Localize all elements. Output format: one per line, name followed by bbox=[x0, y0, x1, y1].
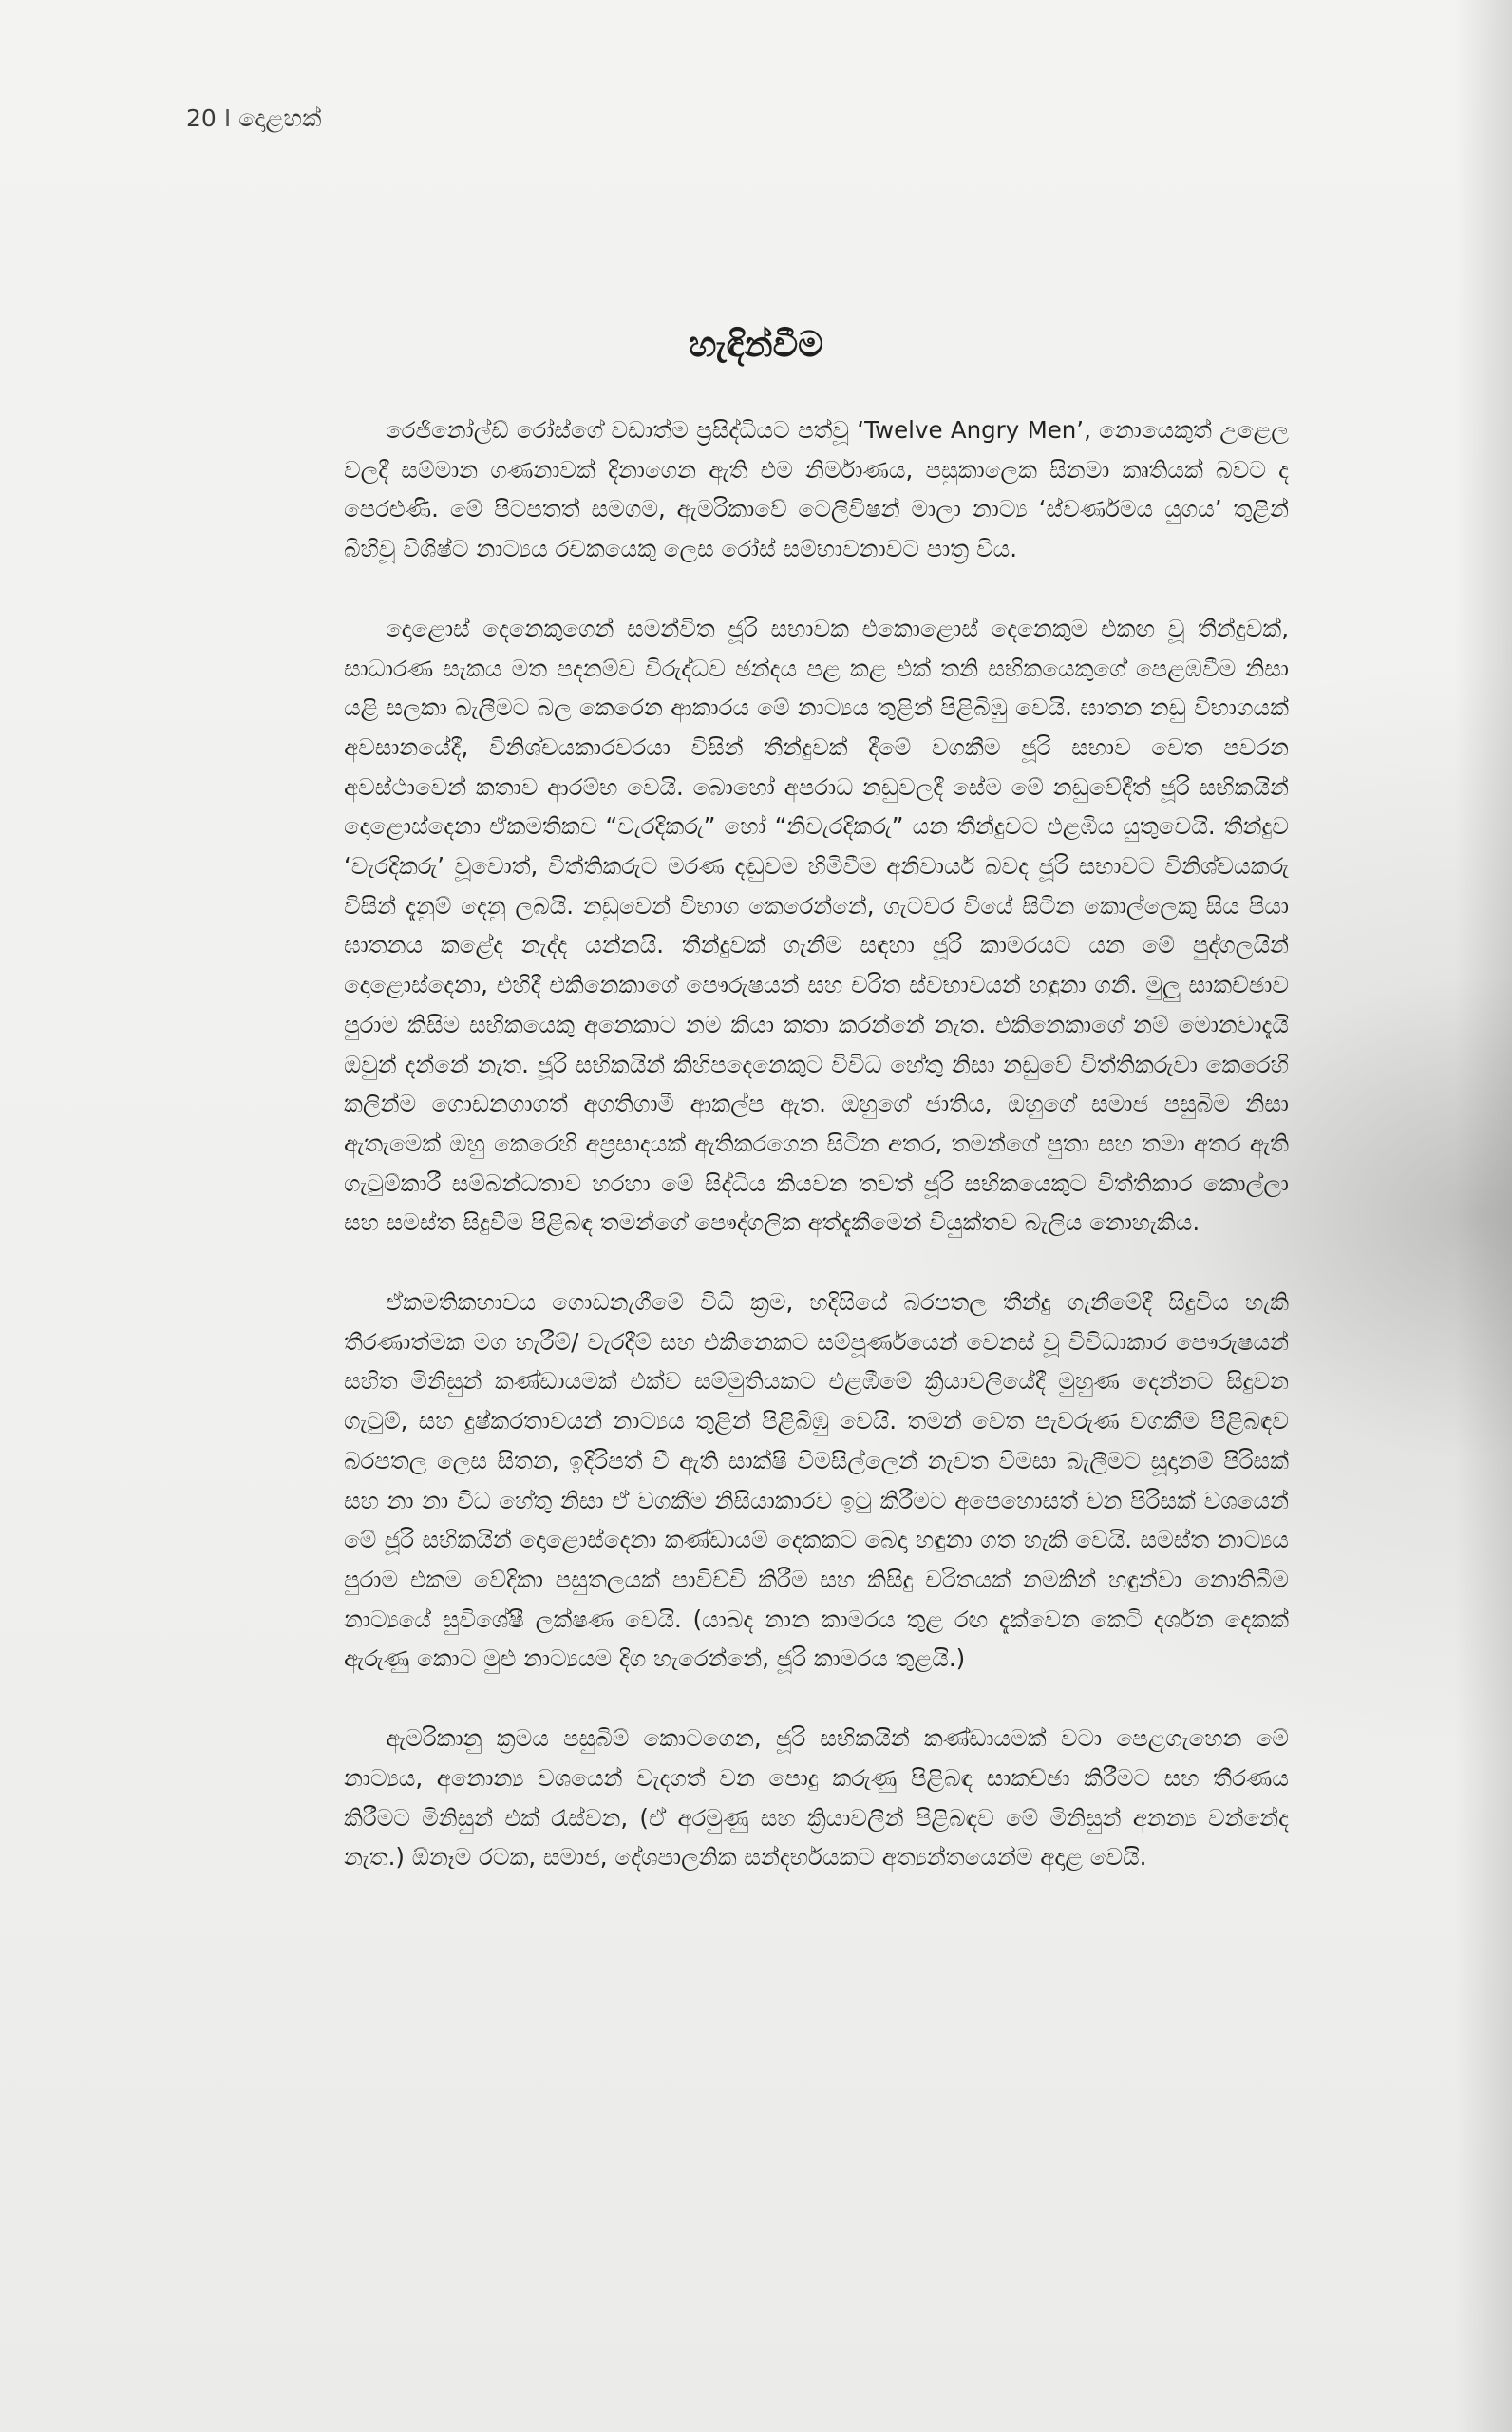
paragraph-2: දොළොස් දෙනෙකුගෙන් සමන්විත ජූරි සභාවක එකොළොස් දෙනෙකුම එකඟ වූ තීන්දුවක්, සාධාරණ සැකය මත පදනම්ව විරුද්ධව ඡන්දය පළ කළ එක් තනි සභිකයෙකුගේ පෙළඹවීම නිසා යළි සලකා බැලීමට බල කෙරෙන ආකාරය මේ නාට්‍යය තුළින් පිළිබිඹු වෙයි. ඝාතන නඩු විභාගයක් අවසානයේදී, විනිශ්චයකාරවරයා විසින් තීන්දුවක් දීමේ වගකීම ජූරි සභාව වෙත පවරන අවස්ථාවෙන් කතාව ආරම්භ වෙයි. බොහෝ අපරාධ නඩුවලදී සේම මේ නඩුවේදීත් ජූරි සභිකයින් දොළොස්දෙනා ඒකමතිකව “වැරදිකරු” හෝ “නිවැරදිකරු” යන තීන්දුවට එළඹිය යුතුවෙයි. තීන්දුව ‘වැරදිකරු’ වූවොත්, විත්තිකරුට මරණ දඬුවම හිමිවීම අනිවාර්ය බවද ජූරි සභාවට විනිශ්චයකරු විසින් දැනුම් දෙනු ලබයි. නඩුවෙන් විභාග කෙරෙන්නේ, ගැටවර වියේ සිටින කොල්ලෙකු සිය පියා ඝාතනය කළේද නැද්ද යන්නයි. තීන්දුවක් ගැනීම සඳහා ජූරි කාමරයට යන මේ පුද්ගලයින් දොළොස්දෙනා, එහිදී එකිනෙකාගේ පෞරුෂයන් සහ චරිත ස්වභාවයන් හඳුනා ගනී. මුලු සාකච්ඡාව පුරාම කිසිම සභිකයෙකු අනෙකාට නම කියා කතා කරන්නේ නැත. එකිනෙකාගේ නම් මොනවාදැයි ඔවුන් දන්නේ නැත. ජූරි සභිකයින් කිහිපදෙනෙකුට විවිධ හේතු නිසා නඩුවේ විත්තිකරුවා කෙරෙහි කලින්ම ගොඩනගාගත් අගතිගාමී ආකල්ප ඇත. ඔහුගේ ජාතිය, ඔහුගේ සමාජ පසුබිම නිසා ඇතැමෙක් ඔහු කෙරෙහි අප්‍රසාදයක් ඇතිකරගෙන සිටින අතර, තමන්ගේ පුතා සහ තමා අතර ඇති ගැටුම්කාරී සම්බන්ධතාව හරහා මේ සිද්ධිය කියවන තවත් ජූරි සභිකයෙකුට විත්තිකාර කොල්ලා සහ සමස්ත සිදුවීම පිළිබඳ තමන්ගේ පෞද්ගලික අත්දැකීමෙන් වියුක්තව බැලිය නොහැකිය. bbox=[344, 614, 1289, 1237]
paragraph-1: රෙජිනෝල්ඩ් රෝස්ගේ වඩාත්ම ප්‍රසිද්ධියට පත්වූ ‘Twelve Angry Men’, නොයෙකුත් උළෙල වලදී සම්මාන ගණනාවක් දිනාගෙන ඇති එම නිර්මාණය, පසුකාලෙක සිනමා කෘතියක් බවට ද පෙරළුණි. මේ පිටපතත් සමගම, ඇමරිකාවේ ටෙලිවිෂන් මාලා නාට්‍ය ‘ස්වර්ණමය යුගය’ තුළින් බිහිවූ විශිෂ්ට නාට්‍යය රචකයෙකු ලෙස රෝස් සම්භාවනාවට පාත්‍ර විය. bbox=[344, 416, 1289, 563]
paragraph-3: ඒකමතිකභාවය ගොඩනැගීමේ විධි ක්‍රම, හදිසියේ බරපතල තීන්දු ගැනීමේදී සිදුවිය හැකි තීරණාත්මක මග හැරීම්/ වැරදීම් සහ එකිනෙකට සම්පූර්ණයෙන් වෙනස් වූ විවිධාකාර පෞරුෂයන් සහිත මිනිසුන් කණ්ඩායමක් එක්ව සම්මුතියකට එළඹීමේ ක්‍රියාවලියේදී මුහුණ දෙන්නට සිදුවන ගැටුම්, සහ දුෂ්කරතාවයන් නාට්‍යය තුළින් පිළිබිඹු වෙයි. තමන් වෙත පැවරුණ වගකීම පිළිබඳව බරපතල ලෙස සිතන, ඉදිරිපත් වී ඇති සාක්ෂි විමසිල්ලෙන් නැවත විමසා බැලීමට සූදානම් පිරිසක් සහ නා නා විධ හේතු නිසා ඒ වගකීම නිසියාකාරව ඉටු කිරීමට අපෙහොසත් වන පිරිසක් වශයෙන් මේ ජූරි සභිකයින් දොළොස්දෙනා කණ්ඩායම් දෙකකට බෙදා හඳුනා ගත හැකි වෙයි. සමස්ත නාට්‍යය පුරාම එකම වේදිකා පසුතලයක් පාවිච්චි කිරීම සහ කිසිදු චරිතයක් නමකින් හඳුන්වා නොතිබීම නාට්‍යයේ සුවිශේෂී ලක්ෂණ වෙයි. (යාබද නාන කාමරය තුළ රඟ දැක්වෙන කෙටි දර්ශන දෙකක් ඇරුණු කොට මුළු නාට්‍යයම දිග හැරෙන්නේ, ජූරි කාමරය තුළයි.) bbox=[344, 1288, 1289, 1673]
header-separator: I bbox=[223, 104, 232, 132]
running-header bbox=[186, 103, 321, 135]
page-number: 20 bbox=[186, 104, 217, 132]
book-title: දොළහක් bbox=[238, 104, 322, 132]
paragraph-4: ඇමරිකානු ක්‍රමය පසුබිම් කොටගෙන, ජූරි සභිකයින් කණ්ඩායමක් වටා පෙළගැහෙන මේ නාට්‍යය, අනොන්‍ය වශයෙන් වැදගත් වන පොදු කරුණු පිළිබඳ සාකච්ඡා කිරීමට සහ තීරණය කිරීමට මිනිසුන් එක් රැස්වන, (ඒ අරමුණු සහ ක්‍රියාවලීන් පිළිබඳව මේ මිනිසුන් අනන්‍ය වන්නේද නැත.) ඕනෑම රටක, සමාජ, දේශපාලනික සන්දර්භයකට අත්‍යන්තයෙන්ම අදාළ වෙයි. bbox=[344, 1724, 1289, 1872]
body-text bbox=[344, 410, 1289, 1877]
chapter-title: හැඳින්වීම bbox=[689, 324, 823, 365]
